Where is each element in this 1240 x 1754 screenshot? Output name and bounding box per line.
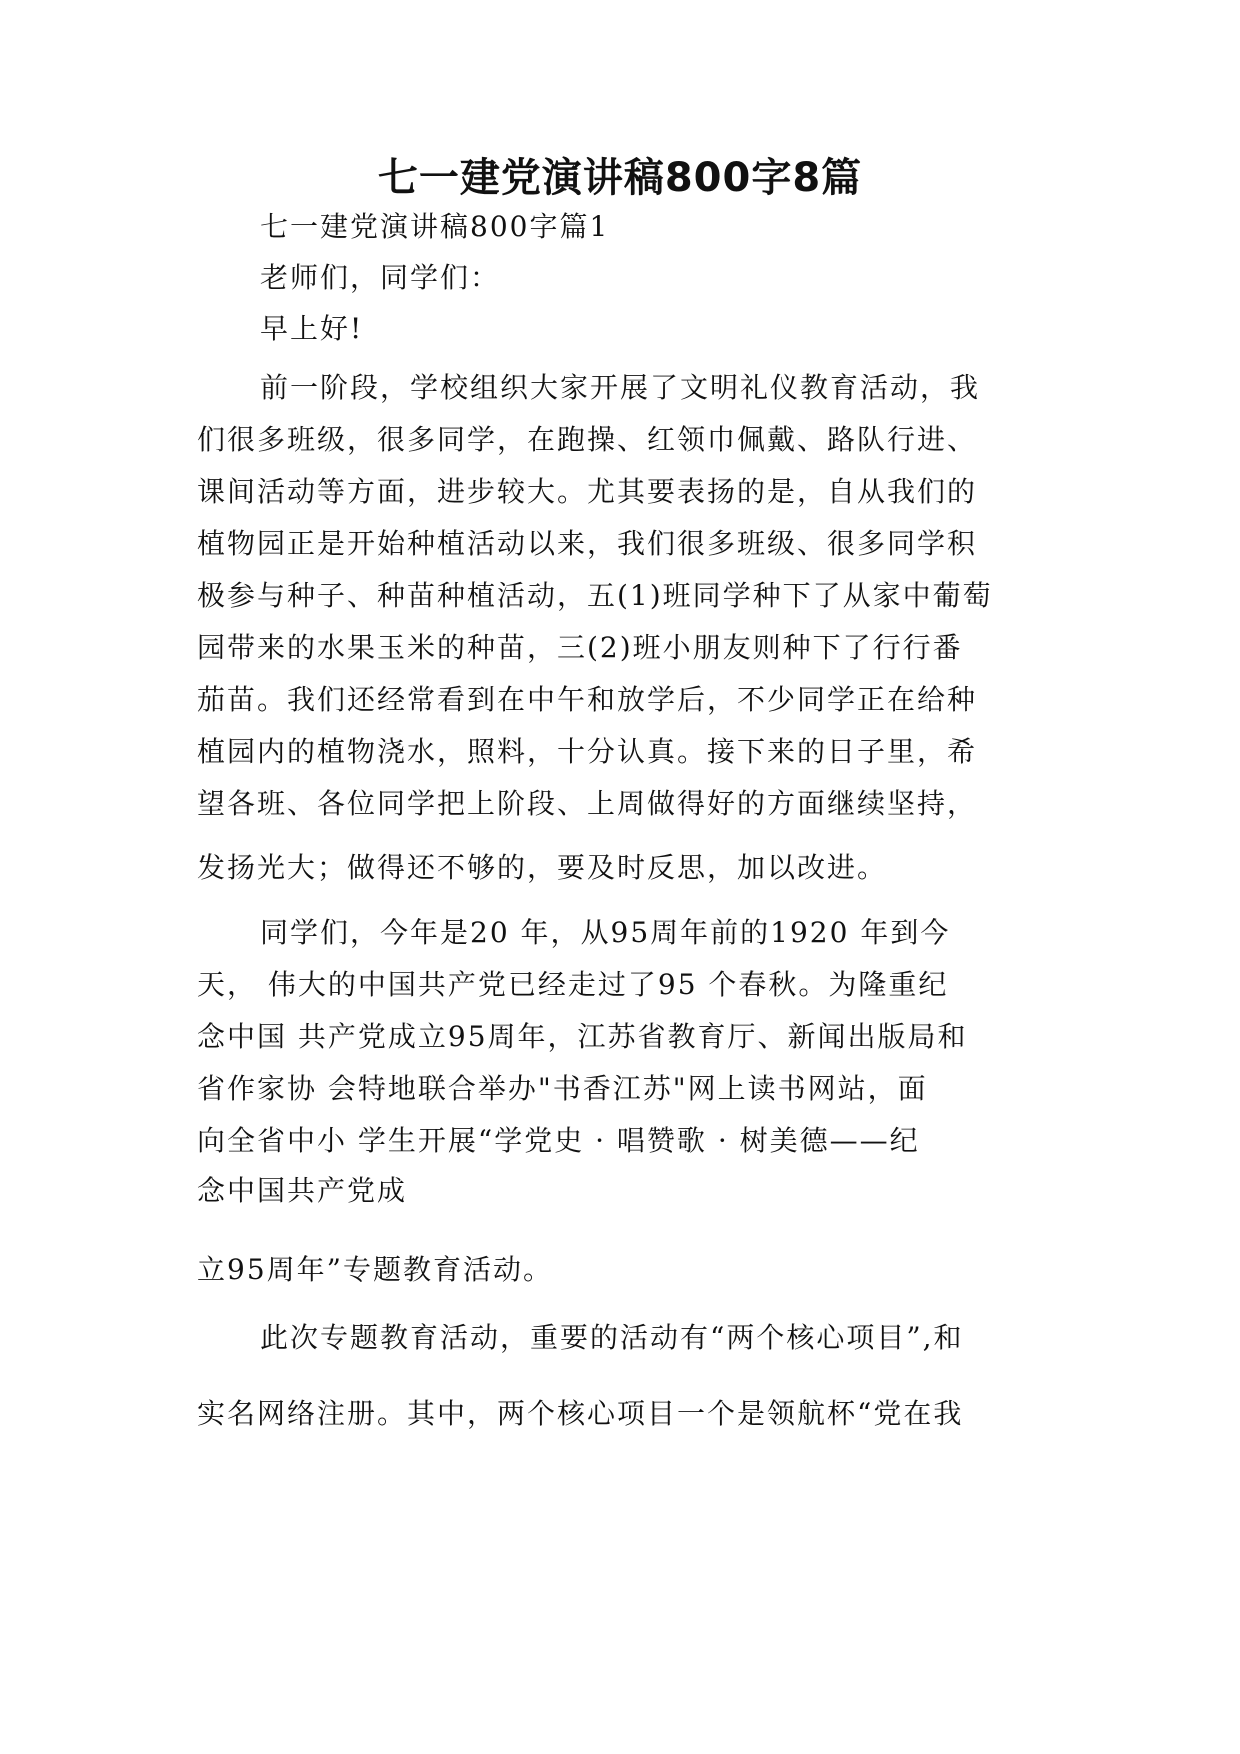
body-line: 极参与种子、种苗种植活动，五(1)班同学种下了从家中葡萄 xyxy=(197,579,993,612)
body-line: 同学们，今年是20 年，从95周年前的1920 年到今 xyxy=(260,916,951,949)
body-line: 念中国 共产党成立95周年，江苏省教育厅、新闻出版局和 xyxy=(197,1020,968,1053)
body-line: 实名网络注册。其中，两个核心项目一个是领航杯“党在我 xyxy=(197,1397,964,1430)
document-title: 七一建党演讲稿800字8篇 xyxy=(377,155,863,201)
body-line: 植园内的植物浇水，照料，十分认真。接下来的日子里，希 xyxy=(197,735,978,768)
body-line: 向全省中小 学生开展“学党史 · 唱赞歌 · 树美德——纪 xyxy=(197,1124,920,1157)
greeting: 早上好! xyxy=(260,312,364,345)
body-line: 望各班、各位同学把上阶段、上周做得好的方面继续坚持， xyxy=(197,787,978,820)
body-line: 天， 伟大的中国共产党已经走过了95 个春秋。为隆重纪 xyxy=(197,968,949,1001)
body-line: 此次专题教育活动，重要的活动有“两个核心项目”,和 xyxy=(260,1321,964,1354)
body-line: 茄苗。我们还经常看到在中午和放学后，不少同学正在给种 xyxy=(197,683,978,716)
body-line: 们很多班级，很多同学，在跑操、红领巾佩戴、路队行进、 xyxy=(197,423,978,456)
body-line: 省作家协 会特地联合举办"书香江苏"网上读书网站，面 xyxy=(197,1072,928,1105)
body-line: 园带来的水果玉米的种苗，三(2)班小朋友则种下了行行番 xyxy=(197,631,963,664)
body-line: 发扬光大；做得还不够的，要及时反思，加以改进。 xyxy=(197,851,888,884)
body-line: 课间活动等方面，进步较大。尤其要表扬的是，自从我们的 xyxy=(197,475,978,508)
body-line: 植物园正是开始种植活动以来，我们很多班级、很多同学积 xyxy=(197,527,978,560)
body-line: 前一阶段，学校组织大家开展了文明礼仪教育活动，我 xyxy=(260,371,981,404)
section-heading: 七一建党演讲稿800字篇1 xyxy=(260,210,610,243)
body-line: 立95周年”专题教育活动。 xyxy=(197,1253,553,1286)
salutation: 老师们，同学们： xyxy=(260,261,501,294)
body-line: 念中国共产党成 xyxy=(197,1174,408,1207)
